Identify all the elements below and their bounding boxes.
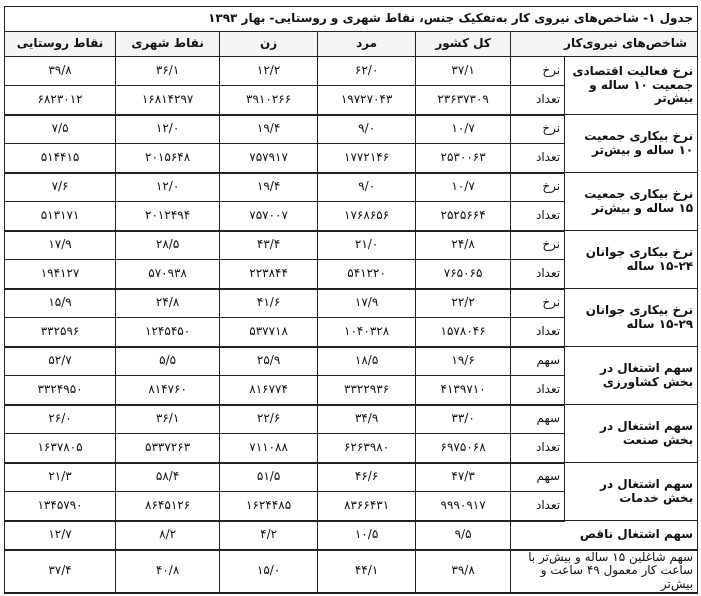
cell-rural: ۱۵/۹ xyxy=(5,289,116,318)
cell-rural: ۳۳۲۴۹۵۰ xyxy=(5,376,116,405)
table-row xyxy=(5,231,698,260)
cell-total: ۲۳۶۳۷۳۰۹ xyxy=(416,86,511,115)
cell-rural: ۳۹/۸ xyxy=(5,57,116,86)
cell-men: ۳۳۲۲۹۳۶ xyxy=(318,376,416,405)
cell-total: ۲۵۳۰۰۶۳ xyxy=(416,144,511,173)
measure-type: سهم xyxy=(511,347,565,376)
cell-men: ۱۹۷۲۷۰۴۳ xyxy=(318,86,416,115)
indicator-label: نرخ فعالیت اقتصادی جمعیت ۱۰ ساله و بیش‌تر xyxy=(565,57,698,115)
indicator-label: نرخ بیکاری جوانان ۲۹-۱۵ ساله xyxy=(565,289,698,347)
cell-women: ۷۵۷۰۰۷ xyxy=(220,202,318,231)
cell-urban: ۵۸/۴ xyxy=(116,463,220,492)
cell-urban: ۱۲/۰ xyxy=(116,115,220,144)
cell-men: ۱۷/۹ xyxy=(318,289,416,318)
measure-type: تعداد xyxy=(511,492,565,521)
cell-men: ۵۴۱۲۲۰ xyxy=(318,260,416,289)
measure-type: تعداد xyxy=(511,86,565,115)
cell-men: ۹/۰ xyxy=(318,173,416,202)
table-row xyxy=(5,405,698,434)
cell-women: ۷۱۱۰۸۸ xyxy=(220,434,318,463)
cell-urban: ۸۱۴۷۶۰ xyxy=(116,376,220,405)
indicator-label: سهم اشتغال در بخش کشاورزی xyxy=(565,347,698,405)
cell-women: ۴۳/۴ xyxy=(220,231,318,260)
cell-urban: ۳۶/۱ xyxy=(116,57,220,86)
cell-urban: ۲۴/۸ xyxy=(116,289,220,318)
measure-type: تعداد xyxy=(511,376,565,405)
cell-rural: ۲۱/۳ xyxy=(5,463,116,492)
cell-rural: ۲۶/۰ xyxy=(5,405,116,434)
cell-total: ۲۴/۸ xyxy=(416,231,511,260)
table-row xyxy=(5,347,698,376)
cell-urban: ۲۰۱۵۶۴۸ xyxy=(116,144,220,173)
cell-men: ۸۳۶۶۴۳۱ xyxy=(318,492,416,521)
table-title: جدول ۱- شاخص‌های نیروی کار به‌تفکیک جنس، نقاط شهری و روستایی- بهار ۱۳۹۳ xyxy=(5,7,698,32)
cell-rural: ۱۲/۷ xyxy=(5,521,116,550)
cell-rural: ۱۶۳۷۸۰۵ xyxy=(5,434,116,463)
cell-men: ۱۰/۵ xyxy=(318,521,416,550)
cell-urban: ۴۰/۸ xyxy=(116,550,220,593)
indicator-label: نرخ بیکاری جمعیت ۱۵ ساله و بیش‌تر xyxy=(565,173,698,231)
cell-total: ۱۰/۷ xyxy=(416,173,511,202)
cell-women: ۳۹۱۰۲۶۶ xyxy=(220,86,318,115)
cell-rural: ۵۱۴۴۱۵ xyxy=(5,144,116,173)
cell-rural: ۷/۶ xyxy=(5,173,116,202)
cell-urban: ۳۶/۱ xyxy=(116,405,220,434)
header-rural: نقاط روستایی xyxy=(5,32,116,57)
cell-men: ۴۶/۶ xyxy=(318,463,416,492)
measure-type: نرخ xyxy=(511,231,565,260)
indicator-label: سهم اشتغال ناقص xyxy=(511,521,698,550)
labor-stats-document xyxy=(4,6,697,592)
cell-women: ۲۲/۶ xyxy=(220,405,318,434)
cell-total: ۷۶۵۰۶۵ xyxy=(416,260,511,289)
cell-women: ۲۲۳۸۴۴ xyxy=(220,260,318,289)
cell-men: ۶۲/۰ xyxy=(318,57,416,86)
cell-men: ۱۷۶۸۶۵۶ xyxy=(318,202,416,231)
measure-type: سهم xyxy=(511,463,565,492)
cell-urban: ۱۶۸۱۴۲۹۷ xyxy=(116,86,220,115)
cell-men: ۱۸/۵ xyxy=(318,347,416,376)
cell-rural: ۳۷/۴ xyxy=(5,550,116,593)
cell-total: ۲۲/۲ xyxy=(416,289,511,318)
cell-women: ۱۵/۰ xyxy=(220,550,318,593)
cell-total: ۹/۵ xyxy=(416,521,511,550)
cell-total: ۴۷/۳ xyxy=(416,463,511,492)
measure-type: سهم xyxy=(511,405,565,434)
indicator-label: سهم اشتغال در بخش صنعت xyxy=(565,405,698,463)
table-row xyxy=(5,115,698,144)
header-women: زن xyxy=(220,32,318,57)
table-row xyxy=(5,289,698,318)
cell-women: ۱۹/۴ xyxy=(220,173,318,202)
cell-total: ۴۱۳۹۷۱۰ xyxy=(416,376,511,405)
measure-type: نرخ xyxy=(511,289,565,318)
cell-rural: ۷/۵ xyxy=(5,115,116,144)
measure-type: نرخ xyxy=(511,57,565,86)
cell-men: ۱۰۴۰۳۲۸ xyxy=(318,318,416,347)
cell-men: ۶۲۶۳۹۸۰ xyxy=(318,434,416,463)
cell-men: ۴۴/۱ xyxy=(318,550,416,593)
header-men: مرد xyxy=(318,32,416,57)
cell-rural: ۱۹۴۱۲۷ xyxy=(5,260,116,289)
measure-type: تعداد xyxy=(511,434,565,463)
cell-men: ۱۷۷۲۱۴۶ xyxy=(318,144,416,173)
indicator-label: نرخ بیکاری جمعیت ۱۰ ساله و بیش‌تر xyxy=(565,115,698,173)
cell-rural: ۵۱۳۱۷۱ xyxy=(5,202,116,231)
cell-women: ۴۱/۶ xyxy=(220,289,318,318)
cell-women: ۵۳۷۷۱۸ xyxy=(220,318,318,347)
labor-indicators-table xyxy=(4,6,698,594)
measure-type: تعداد xyxy=(511,318,565,347)
cell-urban: ۵۷۰۹۳۸ xyxy=(116,260,220,289)
table-row xyxy=(5,57,698,86)
cell-total: ۱۹/۶ xyxy=(416,347,511,376)
cell-rural: ۶۸۲۳۰۱۲ xyxy=(5,86,116,115)
cell-urban: ۲۸/۵ xyxy=(116,231,220,260)
cell-women: ۲۵/۹ xyxy=(220,347,318,376)
cell-rural: ۱۳۴۵۷۹۰ xyxy=(5,492,116,521)
measure-type: تعداد xyxy=(511,202,565,231)
measure-type: تعداد xyxy=(511,260,565,289)
cell-urban: ۸/۲ xyxy=(116,521,220,550)
cell-women: ۱۲/۲ xyxy=(220,57,318,86)
cell-rural: ۱۷/۹ xyxy=(5,231,116,260)
cell-women: ۴/۲ xyxy=(220,521,318,550)
cell-total: ۹۹۹۰۹۱۷ xyxy=(416,492,511,521)
cell-total: ۲۵۲۵۶۶۴ xyxy=(416,202,511,231)
cell-total: ۶۹۷۵۰۶۸ xyxy=(416,434,511,463)
cell-rural: ۳۳۲۵۹۶ xyxy=(5,318,116,347)
cell-urban: ۵/۵ xyxy=(116,347,220,376)
measure-type: نرخ xyxy=(511,115,565,144)
cell-women: ۵۱/۵ xyxy=(220,463,318,492)
cell-women: ۱۹/۴ xyxy=(220,115,318,144)
table-row xyxy=(5,550,698,593)
cell-rural: ۵۲/۷ xyxy=(5,347,116,376)
cell-men: ۹/۰ xyxy=(318,115,416,144)
cell-urban: ۱۲۴۵۴۵۰ xyxy=(116,318,220,347)
table-row xyxy=(5,173,698,202)
cell-urban: ۱۲/۰ xyxy=(116,173,220,202)
table-body xyxy=(5,57,698,593)
table-row xyxy=(5,521,698,550)
header-indicator: شاخص‌های نیروی‌کار xyxy=(511,32,698,57)
cell-men: ۳۴/۹ xyxy=(318,405,416,434)
cell-total: ۱۰/۷ xyxy=(416,115,511,144)
measure-type: نرخ xyxy=(511,173,565,202)
table-row xyxy=(5,463,698,492)
cell-women: ۷۵۷۹۱۷ xyxy=(220,144,318,173)
cell-men: ۲۱/۰ xyxy=(318,231,416,260)
cell-total: ۱۵۷۸۰۴۶ xyxy=(416,318,511,347)
header-total: کل کشور xyxy=(416,32,511,57)
cell-urban: ۲۰۱۲۴۹۴ xyxy=(116,202,220,231)
measure-type: تعداد xyxy=(511,144,565,173)
cell-total: ۳۷/۱ xyxy=(416,57,511,86)
cell-total: ۳۳/۰ xyxy=(416,405,511,434)
indicator-label: نرخ بیکاری جوانان ۲۴-۱۵ ساله xyxy=(565,231,698,289)
cell-women: ۱۶۲۴۴۸۵ xyxy=(220,492,318,521)
header-urban: نقاط شهری xyxy=(116,32,220,57)
cell-urban: ۵۳۳۷۲۶۳ xyxy=(116,434,220,463)
cell-women: ۸۱۶۷۷۴ xyxy=(220,376,318,405)
cell-urban: ۸۶۴۵۱۲۶ xyxy=(116,492,220,521)
indicator-label: سهم اشتغال در بخش خدمات xyxy=(565,463,698,521)
indicator-label: سهم شاغلین ۱۵ ساله و بیش‌تر با ساعت کار معمول ۴۹ ساعت و بیش‌تر xyxy=(511,550,698,593)
cell-total: ۳۹/۸ xyxy=(416,550,511,593)
